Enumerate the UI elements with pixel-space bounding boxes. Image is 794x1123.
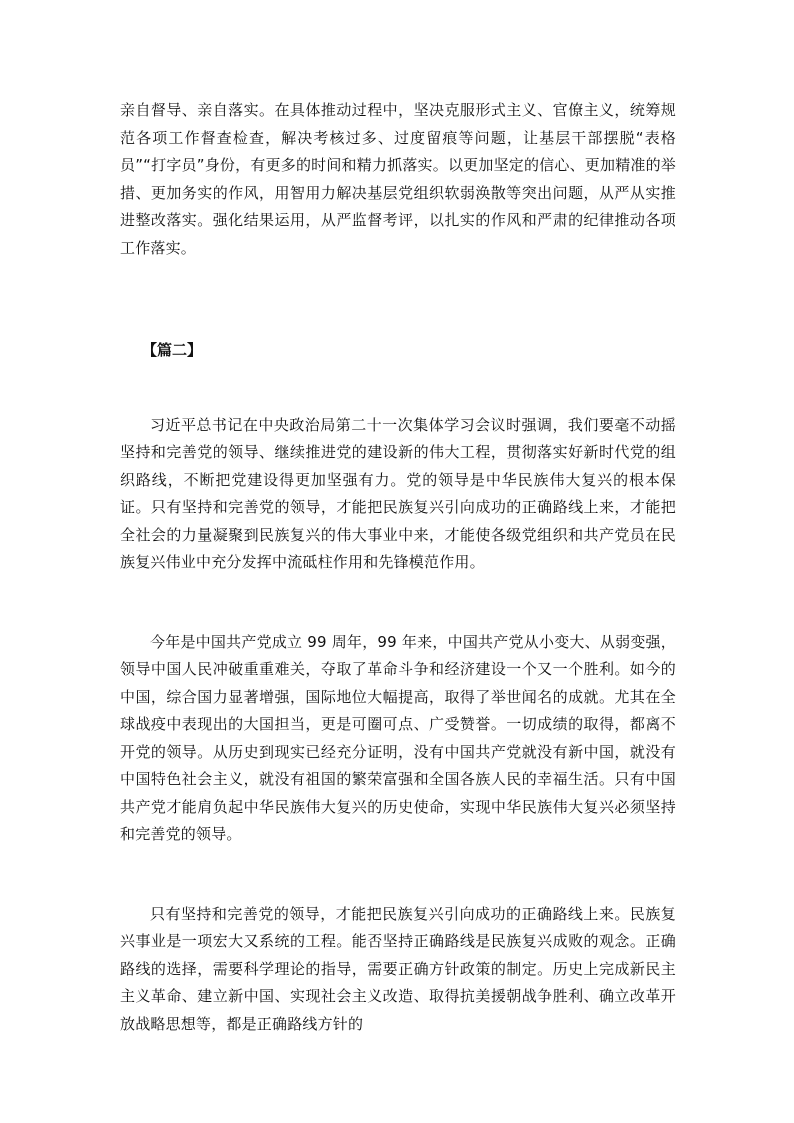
spacer: [120, 849, 676, 901]
section-heading: 【篇二】: [142, 341, 203, 359]
spacer: [120, 577, 676, 629]
spacer: [120, 365, 676, 412]
paragraph-continued: 亲自督导、亲自落实。在具体推动过程中，坚决克服形式主义、官僚主义，统筹规范各项工作督查检查，解决考核过多、过度留痕等问题，让基层干部摆脱“表格员”“打字员”身份，有更多的时间和精力抓落实。以更加坚定的信心、更加精准的举措、更加务实的作风，用智用力解决基层党组织软弱涣散等突出问题，从严从实推进整改落实。强化结果运用，从严监督考评，以扎实的作风和严肃的纪律推动各项工作落实。: [120, 101, 676, 257]
paragraph-2: 今年是中国共产党成立 99 周年，99 年来，中国共产党从小变大、从弱变强，领导中国人民冲破重重难关，夺取了革命斗争和经济建设一个又一个胜利。如今的中国，综合国力显著增强，国际地位大幅提高，取得了举世闻名的成就。尤其在全球战疫中表现出的大国担当，更是可圈可点、广受赞誉。一切成绩的取得，都离不开党的领导。从历史到现实已经充分证明，没有中国共产党就没有新中国，就没有中国特色社会主义，就没有祖国的繁荣富强和全国各族人民的幸福生活。只有中国共产党才能肩负起中华民族伟大复兴的历史使命，实现中华民族伟大复兴必须坚持和完善党的领导。: [120, 632, 676, 843]
paragraph-3: 只有坚持和完善党的领导，才能把民族复兴引向成功的正确路线上来。民族复兴事业是一项宏大又系统的工程。能否坚持正确路线是民族复兴成败的观念。正确路线的选择，需要科学理论的指导，需要正确方针政策的制定。历史上完成新民主主义革命、建立新中国、实现社会主义改造、取得抗美援朝战争胜利、确立改革开放战略思想等，都是正确路线方针的: [120, 904, 676, 1033]
spacer: [120, 262, 676, 337]
document-body: [120, 97, 676, 1038]
paragraph-1: 习近平总书记在中央政治局第二十一次集体学习会议时强调，我们要毫不动摇坚持和完善党的领导、继续推进党的建设新的伟大工程，贯彻落实好新时代党的组织路线，不断把党建设得更加坚强有力。党的领导是中华民族伟大复兴的根本保证。只有坚持和完善党的领导，才能把民族复兴引向成功的正确路线上来，才能把全社会的力量凝聚到民族复兴的伟大事业中来，才能使各级党组织和共产党员在民族复兴伟业中充分发挥中流砥柱作用和先锋模范作用。: [120, 415, 676, 571]
